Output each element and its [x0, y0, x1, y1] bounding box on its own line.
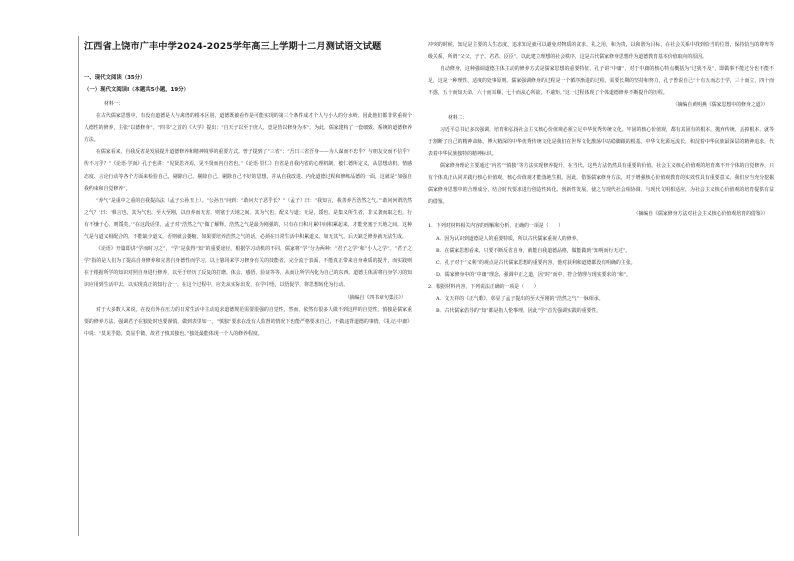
material-two-label: 材料二： [448, 114, 468, 121]
paragraph: 在古代儒家思想中，有没有道德是人与禽兽的根本区别，道德既被看作是可能实现的第三个条件成才个人与小人的分水岭，因此他们都非常重视个人德性的修养，主张“以德修身”。“四书”之首的《大学》提出：“自天子以至于庶人，壹是皆以修身为本”。为此，儒家建构了一套细致、系统的道德修养方法。 [84, 113, 412, 144]
source-citation: （摘编自《儒家修身方法对社会主义核心价值观培育的借鉴》） [633, 211, 768, 218]
binding-margin-line [78, 36, 79, 536]
source-citation: （摘编自《四书章句集注》） [344, 294, 406, 301]
material-one-label: 材料一： [104, 101, 124, 107]
paragraph: 《论语》开篇即讲“学而时习之”，“学”是获得“知”的重要途径，根据学习动机的不同，儒家将“学”分为两种：“君子之学”和“小人之学”。“君子之学”指的是人们为了提高自身修养和完善自身德性而学习，以上篡用来学习修身有关的技能者，完全流于表面，不能真正带来自身素质的提升，而实践则在于根据所学的知识对照自身进行修养，以至于经历了反复的打磨、体会、感悟、验证等等，从而让所学内化为自己的东西。道德主体需将自身学习的知识应用到生活中去，以实现真正的知行合一。在这个过程中，应先从实际出发，在学中悟，以悟促学，将思想转化为行动。 [84, 246, 412, 289]
paragraph: 对于大多数人来说，在没有外在压力的日常生活中主动追求道德规范需要很强的自觉性，然而，依然有很多人做不到这样的自觉性。慎独是儒家重要的修养方法，强调君子在独处时也要谨慎，做到表里如一。“慎独”要求在没有人监督的情况下也能严格要求自己，不做违背道德的事情。《礼记·中庸》中说：“莫见乎隐，莫显乎微，故君子慎其独也。”独处最能体现一个人的修养程度。 [84, 306, 412, 337]
question-2-option-b: B．古代儒家倡导的“知”都是指人伦事理，因此“学”首先强调实践的重要性。 [436, 308, 602, 315]
question-2-option-a: A．文天祥的《正气歌》，彰显了孟子提出的至大至刚的“浩然之气”一脉相承。 [436, 295, 604, 302]
question-1-option-a: A．因为认识到道德是人的重要特质，所以古代儒家重视人的修养。 [436, 235, 582, 242]
paragraph: 自动修身，这种强调道德主体主动的修养方式是儒家思想的重要特征。孔子讲“中庸”，对于中庸的核心特点概括为“过犹不及”，即做事不能过分也不能不足，这是一种理性、适度的处事原则。儒家强调修身的过程是一个循序渐进的过程，需要长期的坚持和努力，孔子曾说自己“十有五而志于学，三十而立，四十而不惑，五十而知天命，六十而耳顺，七十而从心所欲，不逾矩。”这一过程体现了个体道德修养不断提升的历程。 [428, 66, 774, 97]
right-column [428, 39, 774, 317]
paragraph: 习近平总书记多次强调，培育和弘扬社会主义核心价值观必须立足中华优秀传统文化。牢固的核心价值观，都有其固有的根本。抛弃传统、丢掉根本，就等于割断了自己的精神命脉。博大精深的中华优秀传统文化是我们在世界文化激荡中站稳脚跟的根基。中华文化源远流长，积淀着中华民族最深层的精神追求，代表着中华民族独特的精神标识。 [428, 126, 774, 157]
question-1: 1．下列对材料相关内容的理解和分析，正确的一项是（ ） [428, 223, 564, 230]
paragraph: 在儒家看来，自我反省是发展提升道德修养和精神境界的重要方式。曾子提到了“三省”：“吾日三省吾身——为人谋而不忠乎？与朋友交而不信乎？传不习乎？”《论语·学而》孔子也讲：“见贤思齐焉，见不贤而内自省也。”《论语·里仁》自省是自我内省的心理机制，被仁德所定义，从思想动机、情感态度、言论行动等各个方面来检验自己，剔除自己、剔除自己、剔除自己不好的思想，并从自我改进、内化道德过程和修练品德的一面，这就是“加强自我约束和自觉修养”。 [84, 149, 412, 192]
paragraph: 儒家修身理论主要通过“内省”“慎独”等方法实现修养提升，在当代，这些方法仍然具有重要的价值。社会主义核心价值观的培育离不开个体的自觉修养，只有个体真正认同并践行核心价值观，核心价值观才能落地生根。因此，借鉴儒家修身方法，对于增强核心价值观教育的实效性具有重要意义。我们应当充分挖掘儒家修身思想中的合理成分，结合时代要求进行创造性转化、创新性发展，使之与现代社会相协调，与现代文明相适应，为社会主义核心价值观的培育提供有益的借鉴。 [428, 162, 774, 206]
paragraph: 冲突的时候，知足是主要的人生态度，追求知足就可以避免对物质的贪求。礼之用，和为贵，以和谐为目标，在社会关系中找到恰当的位置，保持恰当的尊卑等级关系，所谓“父父、子子、君君、臣臣”，以此建立理想的社会秩序，这是古代儒家修身思想作为道德教育基本价值取向的原因。 [428, 42, 774, 61]
question-1-option-b: B．在儒家思想看来，只要不断反省自身，就能自我道德品格，做能做到“知明而行无过”。 [436, 247, 631, 254]
section-heading: 一、现代文阅读（35分） [84, 75, 146, 81]
question-2: 2．根据材料内容，下列说法正确的一项是（ ） [428, 283, 539, 290]
subsection-heading: （一）现代文阅读Ⅰ（本题共5小题，19分） [84, 87, 189, 93]
paragraph: “养气”是重中之重的自我提高法（孟子公孙丑上）。“公孙丑”问到：“敢问夫子恶乎长？”（孟子）曰：“我知言，我善养吾浩然之气。”‘敢问何谓浩然之气？’曰：‘难言也。其为气也，至大至刚，以直养而无害，则塞于天地之间。其为气也，配义与道；无是，馁也。是集义所生者，非义袭而取之也。行有不慊于心，则馁矣。’”在这段话里，孟子对“浩然之气”做了解释。浩然之气是最为刚强的，只有在日积月累中间积累起来，才能充塞于天地之间。这种气是与道义相配合的，不能缺少道义，否则就会萎缩。如果要培养浩然之气的话，必须在日常生活中积累道义、如无其气，后天缺乏修养就无法生成。 [84, 197, 412, 241]
question-1-option-c: C．孔子对于“义利”的观点是古代儒家思想的重要内容，他对获利和道德都没有明确的主张。 [436, 259, 636, 266]
question-1-option-d: D．儒家修身中的“中庸”理念，强调中正之道，因“时”而中，符合情理与现实要求的“和”。 [436, 271, 631, 278]
page-title: 江西省上饶市广丰中学2024-2025学年高三上学期十二月测试语文试题 [84, 41, 382, 52]
left-column [84, 40, 412, 340]
source-citation: （摘编自黄明燕《儒家思想中的修身之道》） [672, 102, 768, 109]
